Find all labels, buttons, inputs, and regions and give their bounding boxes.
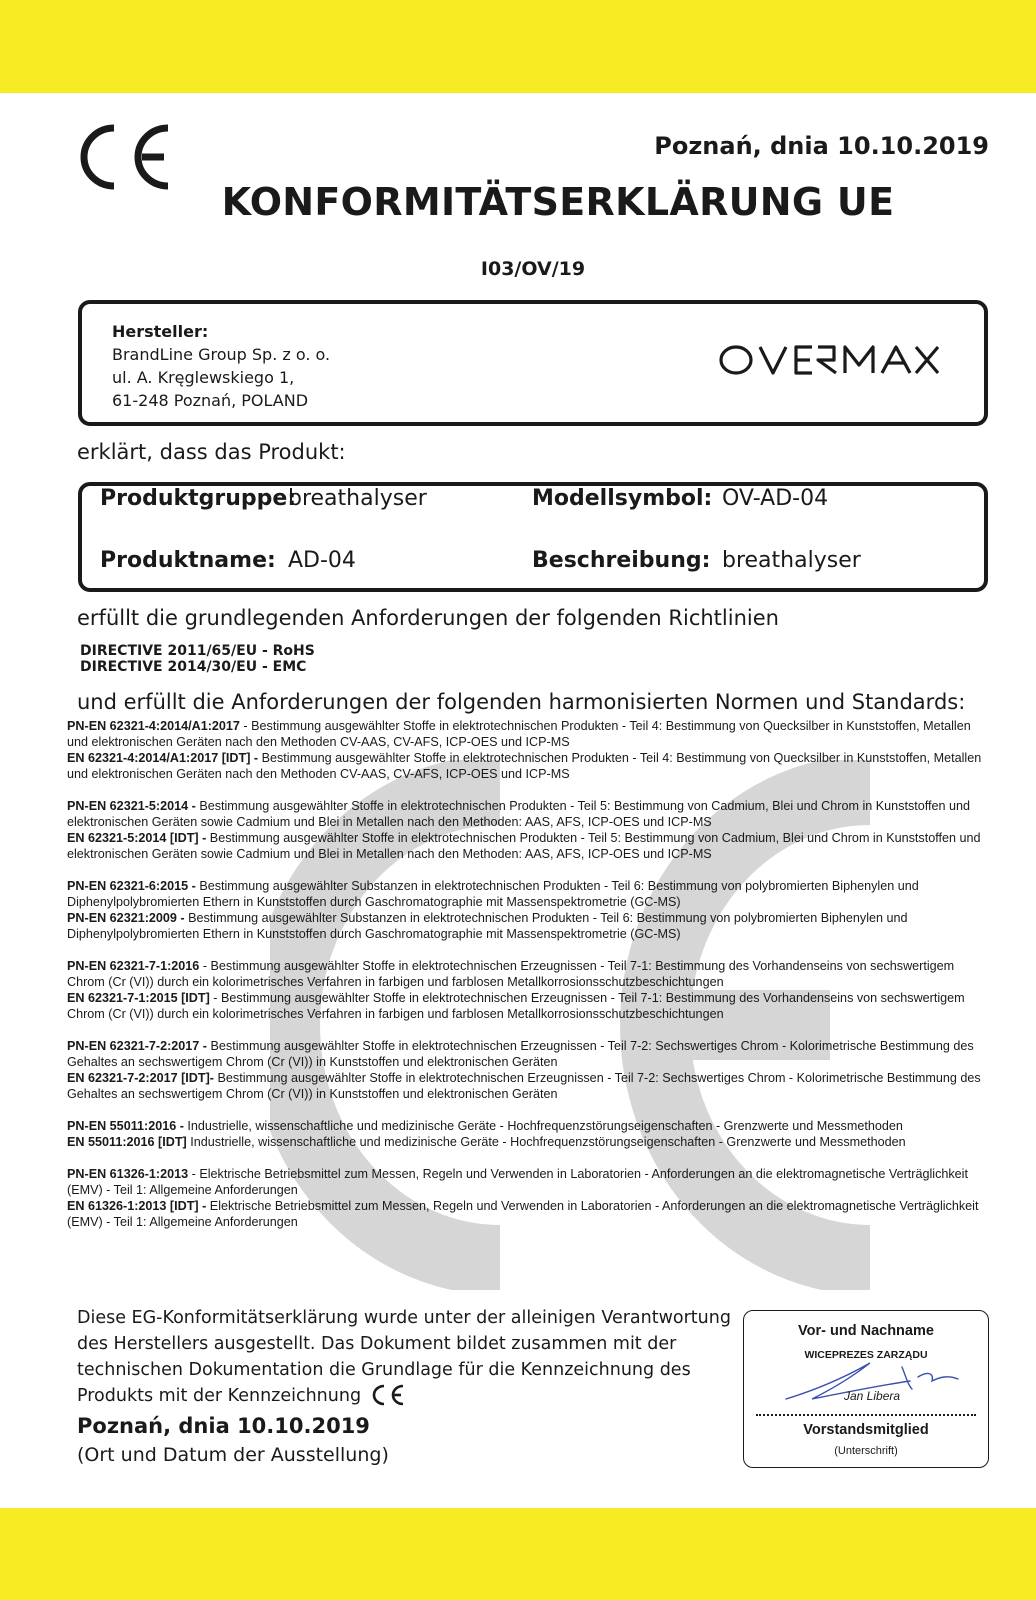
manufacturer-city: 61-248 Poznań, POLAND: [112, 391, 309, 410]
signature-line: [756, 1414, 976, 1416]
manufacturer-details: [112, 320, 330, 412]
standard-entry: PN-EN 62321:2009 - Bestimmung ausgewählter Substanzen in elektrotechnischen Produkten - Teil 6: Bestimmung von polybromierten Biphenylen und Diphenylpolybromierten Ethern in Kunststoffen durch Gaschromatographie mit Massenspektrometrie (GC-MS): [67, 911, 908, 941]
standard-entry: PN-EN 62321-7-1:2016 - Bestimmung ausgewählter Stoffe in elektrotechnischen Erzeugnissen - Teil 7-1: Bestimmung des Vorhandenseins von sechswertigem Chrom (Cr (VI)) durch ein kolorimetrisches Verfahren in farbigen und farblosen Metallkorrosionsschutzbeschichtungen: [67, 959, 955, 989]
manufacturer-name: BrandLine Group Sp. z o. o.: [112, 345, 331, 364]
directives-list: [80, 643, 315, 675]
signature-stamp: WICEPREZES ZARZĄDU: [804, 1349, 928, 1361]
model-symbol-label: Modellsymbol:: [532, 486, 713, 511]
directive-emc: DIRECTIVE 2014/30/EU - EMC: [80, 659, 307, 675]
standard-entry: EN 61326-1:2013 [IDT] - Elektrische Betriebsmittel zum Messen, Regeln und Verwenden in Laboratorien - Anforderungen an die elektromagnetische Verträglichkeit (EMV) - Teil 1: Allgemeine Anforderungen: [67, 1199, 979, 1229]
place-and-date: Poznań, dnia 10.10.2019: [77, 1414, 370, 1438]
document-title: KONFORMITÄTSERKLÄRUNG UE: [221, 180, 895, 224]
product-box: [78, 482, 988, 592]
model-symbol-value: OV-AD-04: [722, 486, 829, 511]
directives-intro: erfüllt die grundlegenden Anforderungen der folgenden Richtlinien: [77, 606, 779, 630]
standard-entry: PN-EN 62321-6:2015 - Bestimmung ausgewählter Substanzen in elektrotechnischen Produkten - Teil 6: Bestimmung von polybromierten Biphenylen und Diphenylpolybromierten Ethern in Kunststoffen durch Gaschromatographie mit Massenspektrometrie (GC-MS): [67, 879, 919, 909]
product-group-label: Produktgruppe:: [100, 486, 297, 511]
manufacturer-street: ul. A. Kręglewskiego 1,: [112, 368, 295, 387]
standard-entry: PN-EN 61326-1:2013 - Elektrische Betriebsmittel zum Messen, Regeln und Verwenden in Laboratorien - Anforderungen an die elektromagnetische Verträglichkeit (EMV) - Teil 1: Allgemeine Anforderungen: [67, 1167, 968, 1197]
standard-entry: PN-EN 62321-4:2014/A1:2017 - Bestimmung ausgewählter Stoffe in elektrotechnischen Produkten - Teil 4: Bestimmung von Quecksilber in Kunststoffen, Metallen und elektronischen Geräten nach den Methoden CV-AAS, CV-AFS, ICP-OES und ICP-MS: [67, 719, 971, 749]
overmax-logo: [718, 338, 940, 382]
product-group-value: breathalyser: [288, 486, 427, 511]
bottom-yellow-band: [0, 1508, 1036, 1600]
place-and-date-caption: (Ort und Datum der Ausstellung): [77, 1444, 389, 1466]
standard-group: [67, 958, 987, 1022]
ce-mark-icon: [369, 1383, 407, 1407]
issue-date: Poznań, dnia 10.10.2019: [654, 132, 989, 160]
standard-entry: PN-EN 55011:2016 - Industrielle, wissenschaftliche und medizinische Geräte - Hochfrequenzstörungseigenschaften - Grenzwerte und Messmethoden: [67, 1119, 903, 1133]
standards-intro: und erfüllt die Anforderungen der folgenden harmonisierten Normen und Standards:: [77, 690, 966, 714]
standard-entry: EN 62321-5:2014 [IDT] - Bestimmung ausgewählter Stoffe in elektrotechnischen Produkten - Teil 5: Bestimmung von Cadmium, Blei und Chrom in Kunststoffen und elektronischen Geräten sowie Cadmium und Blei in Metallen nach den Methoden: AAS, AFS, ICP-OES und ICP-MS: [67, 831, 981, 861]
signatory-role: Vorstandsmitglied: [803, 1422, 929, 1438]
document-number: I03/OV/19: [480, 258, 586, 280]
responsibility-statement: Diese EG-Konformitätserklärung wurde unter der alleinigen Verantwortung des Herstellers ausgestellt. Das Dokument bildet zusammen mit der technischen Dokumentation die Grundlage für die Kennzeichnung des Produkts mit der Kennzeichnung: [77, 1308, 731, 1406]
standard-group: [67, 1166, 987, 1230]
standard-group: [67, 878, 987, 942]
signature-caption: (Unterschrift): [834, 1445, 898, 1457]
standard-group: [67, 1118, 987, 1150]
standard-entry: PN-EN 62321-7-2:2017 - Bestimmung ausgewählter Stoffe in elektrotechnischen Erzeugnissen - Teil 7-2: Sechswertiges Chrom - Kolorimetrische Bestimmung des Gehaltes an sechswertigem Chrom (Cr (VI)) in Kunststoffen und elektronischen Geräten: [67, 1039, 974, 1069]
product-name-label: Produktname:: [100, 548, 276, 573]
top-yellow-band: [0, 0, 1036, 93]
standard-entry: PN-EN 62321-5:2014 - Bestimmung ausgewählter Stoffe in elektrotechnischen Produkten - Teil 5: Bestimmung von Cadmium, Blei und Chrom in Kunststoffen und elektronischen Geräten sowie Cadmium und Blei in Metallen nach den Methoden: AAS, AFS, ICP-OES und ICP-MS: [67, 799, 971, 829]
manufacturer-box: [78, 300, 988, 426]
standard-entry: EN 62321-7-2:2017 [IDT]- Bestimmung ausgewählter Stoffe in elektrotechnischen Erzeugnissen - Teil 7-2: Sechswertiges Chrom - Kolorimetrische Bestimmung des Gehaltes an sechswertigem Chrom (Cr (VI)) in Kunststoffen und elektronischen Geräten: [67, 1071, 981, 1101]
standard-entry: EN 55011:2016 [IDT] Industrielle, wissenschaftliche und medizinische Geräte - Hochfrequenzstörungseigenschaften - Grenzwerte und Messmethoden: [67, 1135, 906, 1149]
standard-entry: EN 62321-7-1:2015 [IDT] - Bestimmung ausgewählter Stoffe in elektrotechnischen Erzeugnissen - Teil 7-1: Bestimmung des Vorhandenseins von sechswertigem Chrom (Cr (VI)) durch ein kolorimetrisches Verfahren in farbigen und farblosen Metallkorrosionsschutzbeschichtungen: [67, 991, 965, 1021]
standard-group: [67, 718, 987, 782]
description-value: breathalyser: [722, 548, 861, 573]
signature-title: Vor- und Nachname: [798, 1323, 934, 1339]
standard-entry: EN 62321-4:2014/A1:2017 [IDT] - Bestimmung ausgewählter Stoffe in elektrotechnischen Produkten - Teil 4: Bestimmung von Quecksilber in Kunststoffen, Metallen und elektronischen Geräten nach den Methoden CV-AAS, CV-AFS, ICP-OES und ICP-MS: [67, 751, 982, 781]
product-name-value: AD-04: [288, 548, 356, 573]
declares-text: erklärt, dass das Produkt:: [77, 440, 346, 464]
standard-group: [67, 1038, 987, 1102]
manufacturer-label: Hersteller:: [112, 322, 209, 341]
directive-rohs: DIRECTIVE 2011/65/EU - RoHS: [80, 643, 315, 659]
signatory-name: Jan Libera: [844, 1389, 901, 1403]
description-label: Beschreibung:: [532, 548, 711, 573]
standards-list: [67, 718, 987, 1246]
signature-box: [743, 1310, 989, 1468]
standard-group: [67, 798, 987, 862]
